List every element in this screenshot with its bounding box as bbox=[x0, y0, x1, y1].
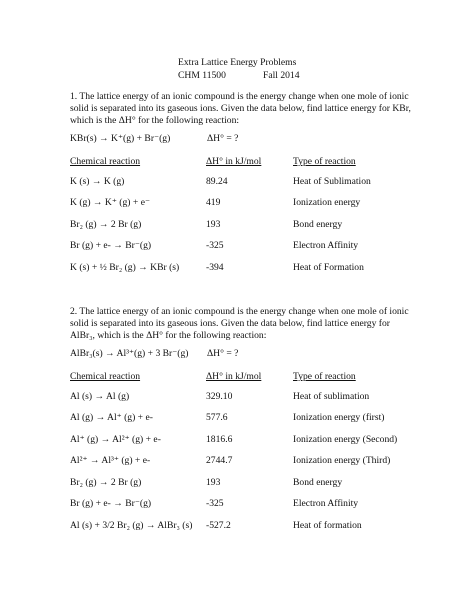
problem-1-row-1-reaction: K (s) → K (g) bbox=[70, 176, 125, 187]
problem-2-row-7-reaction: Al (s) + 3/2 Br₂ (g) → AlBr₃ (s) bbox=[70, 520, 193, 531]
problem-2-row-4-delta-h: 2744.7 bbox=[206, 455, 233, 466]
problem-2-row-4-reaction: Al²⁺ → Al³⁺ (g) + e- bbox=[70, 455, 151, 466]
problem-2-intro-line-3: AlBr₃, which is the ΔH° for the following reaction: bbox=[70, 330, 267, 341]
problem-2-row-2-type: Ionization energy (first) bbox=[293, 412, 385, 423]
problem-1-row-4-type: Electron Affinity bbox=[293, 240, 359, 251]
problem-2-row-4-type: Ionization energy (Third) bbox=[293, 455, 391, 466]
problem-2-row-7-type: Heat of formation bbox=[293, 520, 362, 531]
problem-2-header-type: Type of reaction bbox=[293, 371, 356, 382]
problem-1-intro-line-2: solid is separated into its gaseous ions. Given the data below, find lattice energy for KBr, bbox=[70, 103, 411, 114]
problem-1-row-3-reaction: Br₂ (g) → 2 Br (g) bbox=[70, 219, 142, 230]
problem-2-row-2-delta-h: 577.6 bbox=[206, 412, 228, 423]
problem-2-row-3-reaction: Al⁺ (g) → Al²⁺ (g) + e- bbox=[70, 434, 161, 445]
problem-1-intro-line-3: which is the ΔH° for the following reaction: bbox=[70, 115, 240, 126]
problem-2-row-3-delta-h: 1816.6 bbox=[206, 434, 233, 445]
problem-2-row-6-reaction: Br (g) + e- → Br⁻(g) bbox=[70, 498, 152, 509]
problem-1-row-1-type: Heat of Sublimation bbox=[293, 176, 371, 187]
problem-1-row-4-reaction: Br (g) + e- → Br⁻(g) bbox=[70, 240, 152, 251]
problem-1-row-1-delta-h: 89.24 bbox=[206, 176, 228, 187]
problem-2-intro-line-1: 2. The lattice energy of an ionic compound is the energy change when one mole of ionic bbox=[70, 306, 409, 317]
problem-2-row-1-type: Heat of sublimation bbox=[293, 391, 370, 402]
problem-1-intro-line-1: 1. The lattice energy of an ionic compound is the energy change when one mole of ionic bbox=[70, 91, 409, 102]
problem-2-row-2-reaction: Al (g) → Al⁺ (g) + e- bbox=[70, 412, 153, 423]
problem-1-header-delta-h: ΔH° in kJ/mol bbox=[206, 156, 262, 167]
problem-1-row-4-delta-h: -325 bbox=[206, 240, 224, 251]
page-title: Extra Lattice Energy Problems bbox=[178, 57, 297, 68]
problem-2-row-1-reaction: Al (s) → Al (g) bbox=[70, 391, 130, 402]
problem-2-row-5-delta-h: 193 bbox=[206, 477, 221, 488]
term: Fall 2014 bbox=[263, 70, 300, 81]
problem-1-delta-h-prompt: ΔH° = ? bbox=[207, 133, 239, 144]
problem-2-row-3-type: Ionization energy (Second) bbox=[293, 434, 398, 445]
problem-1-row-2-delta-h: 419 bbox=[206, 197, 221, 208]
problem-1-row-5-type: Heat of Formation bbox=[293, 262, 364, 273]
problem-1-row-2-type: Ionization energy bbox=[293, 197, 361, 208]
problem-1-reaction: KBr(s) → K⁺(g) + Br⁻(g) bbox=[70, 133, 171, 144]
problem-2-reaction: AlBr₃(s) → Al³⁺(g) + 3 Br⁻(g) bbox=[70, 348, 189, 359]
problem-2-row-5-type: Bond energy bbox=[293, 477, 343, 488]
problem-2-delta-h-prompt: ΔH° = ? bbox=[207, 348, 239, 359]
course-code: CHM 11500 bbox=[178, 70, 226, 81]
problem-2-row-6-delta-h: -325 bbox=[206, 498, 224, 509]
problem-2-row-6-type: Electron Affinity bbox=[293, 498, 359, 509]
problem-2-header-reaction: Chemical reaction bbox=[70, 371, 141, 382]
problem-2-header-delta-h: ΔH° in kJ/mol bbox=[206, 371, 262, 382]
problem-2-intro-line-2: solid is separated into its gaseous ions. Given the data below, find lattice energy for bbox=[70, 318, 390, 329]
problem-2-row-7-delta-h: -527.2 bbox=[206, 520, 231, 531]
problem-1-row-2-reaction: K (g) → K⁺ (g) + e⁻ bbox=[70, 197, 151, 208]
problem-2-row-5-reaction: Br₂ (g) → 2 Br (g) bbox=[70, 477, 142, 488]
problem-1-row-5-delta-h: -394 bbox=[206, 262, 224, 273]
problem-1-header-type: Type of reaction bbox=[293, 156, 356, 167]
problem-2-row-1-delta-h: 329.10 bbox=[206, 391, 233, 402]
problem-1-row-3-delta-h: 193 bbox=[206, 219, 221, 230]
problem-1-row-3-type: Bond energy bbox=[293, 219, 343, 230]
problem-1-header-reaction: Chemical reaction bbox=[70, 156, 141, 167]
problem-1-row-5-reaction: K (s) + ½ Br₂ (g) → KBr (s) bbox=[70, 262, 180, 273]
